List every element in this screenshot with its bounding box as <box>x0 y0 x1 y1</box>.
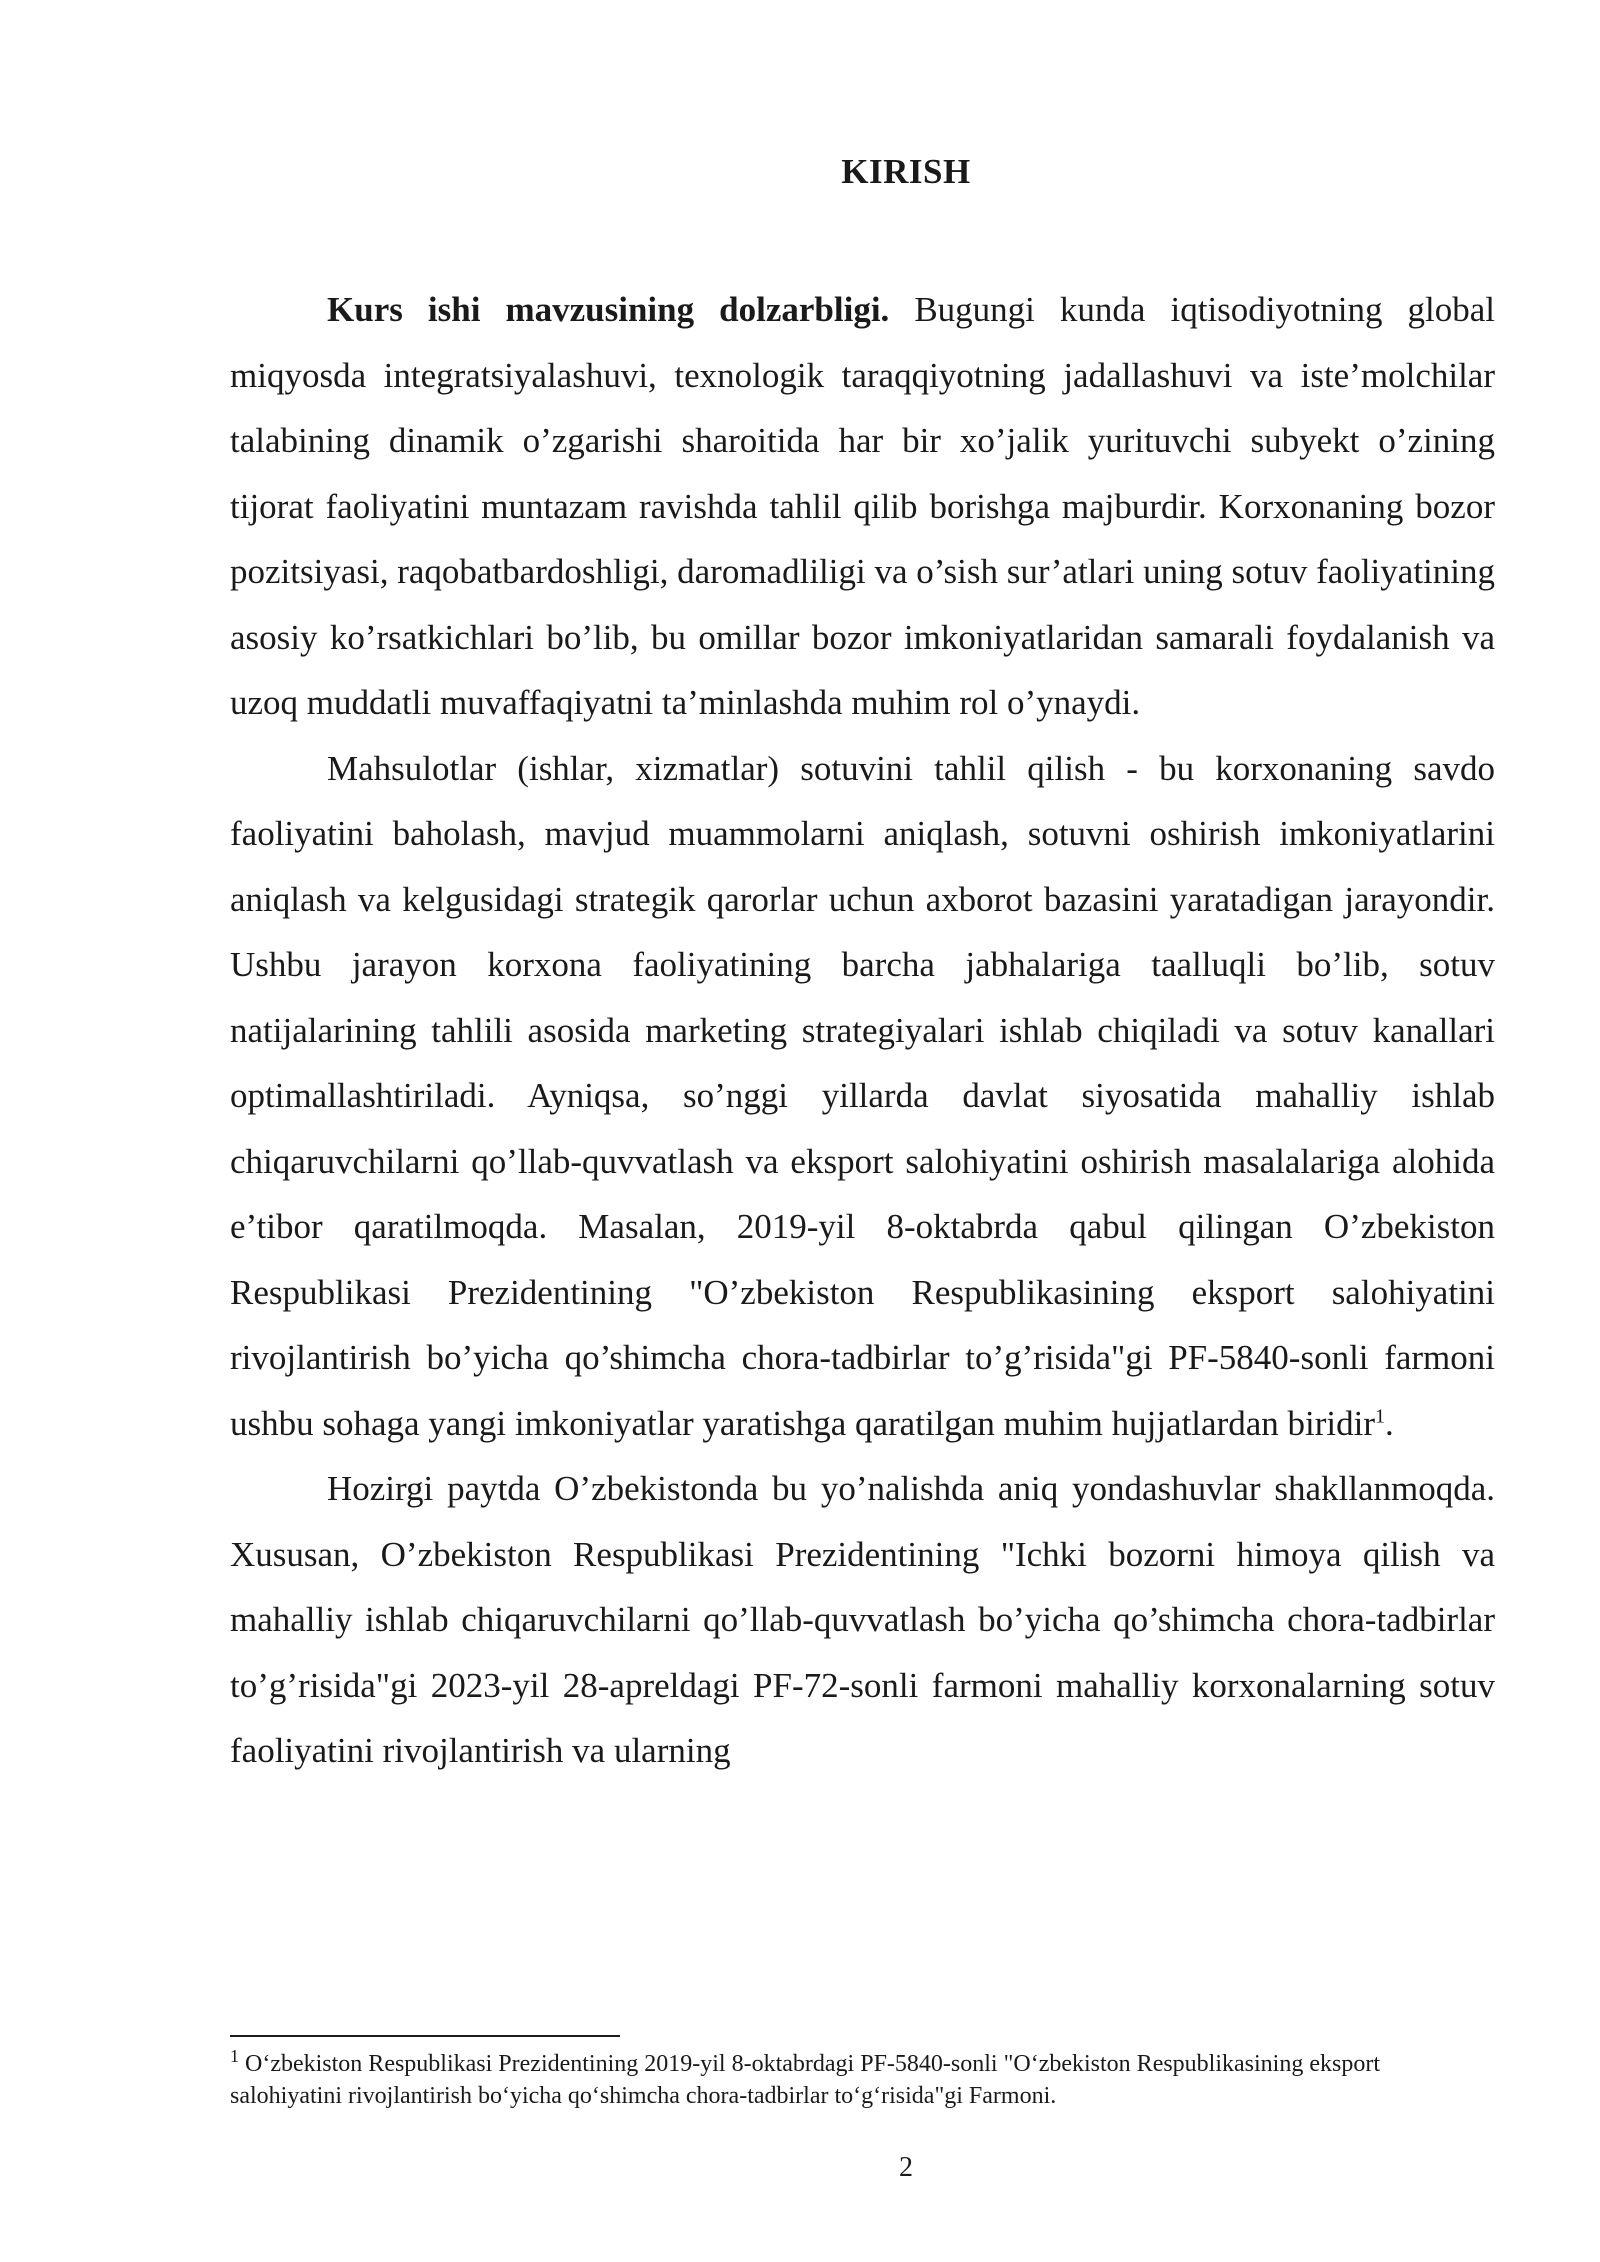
page-number: 2 <box>899 2152 913 2183</box>
paragraph-text: Hozirgi paytda O’zbekistonda bu yo’nalishda aniq yondashuvlar shakllanmoqda. Xususan, O’zbekiston Respublikasi Prezidentining "Ichki bozorni himoya qilish va mahalliy ishlab chiqaruvchilarni qo’llab-quvvatlash bo’yicha qo’shimcha chora-tadbirlar to’g’risida"gi 2023-yil 28-apreldagi PF-72-sonli farmoni mahalliy korxonalarning sotuv faoliyatini rivojlantirish va ularning <box>230 1469 1495 1770</box>
paragraph-relevance <box>230 277 1495 736</box>
paragraph-text: Mahsulotlar (ishlar, xizmatlar) sotuvini tahlil qilish - bu korxonaning savdo faoliyatini baholash, mavjud muammolarni aniqlash, sotuvni oshirish imkoniyatlarini aniqlash va kelgusidagi strategik qarorlar uchun axborot bazasini yaratadigan jarayondir. Ushbu jarayon korxona faoliyatining barcha jabhalariga taalluqli bo’lib, sotuv natijalarining tahlili asosida marketing strategiyalari ishlab chiqiladi va sotuv kanallari optimallashtiriladi. Ayniqsa, so’nggi yillarda davlat siyosatida mahalliy ishlab chiqaruvchilarni qo’llab-quvvatlash va eksport salohiyatini oshirish masalalariga alohida e’tibor qaratilmoqda. Masalan, 2019-yil 8-oktabrda qabul qilingan O’zbekiston Respublikasi Prezidentining "O’zbekiston Respublikasining eksport salohiyatini rivojlantirish bo’yicha qo’shimcha chora-tadbirlar to’g’risida"gi PF-5840-sonli farmoni ushbu sohaga yangi imkoniyatlar yaratishga qaratilgan muhim hujjatlardan biridir <box>230 748 1495 1443</box>
footnote-text: O‘zbekiston Respublikasi Prezidentining 2019-yil 8-oktabrdagi PF-5840-sonli "O‘zbekiston Respublikasining eksport salohiyatini rivojlantirish bo‘yicha qo‘shimcha chora-tadbirlar to‘g‘risida"gi Farmoni. <box>230 2051 1380 2109</box>
paragraph-lead: Kurs ishi mavzusining dolzarbligi. <box>327 290 890 329</box>
footnote-separator <box>230 2035 620 2037</box>
paragraph-text: Bugungi kunda iqtisodiyotning global miqyosda integratsiyalashuvi, texnologik taraqqiyotning jadallashuvi va iste’molchilar talabining dinamik o’zgarishi sharoitida har bir xo’jalik yurituvchi subyekt o’zining tijorat faoliyatini muntazam ravishda tahlil qilib borishga majburdir. Korxonaning bozor pozitsiyasi, raqobatbardoshligi, daromadliligi va o’sish sur’atlari uning sotuv faoliyatining asosiy ko’rsatkichlari bo’lib, bu omillar bozor imkoniyatlaridan samarali foydalanish va uzoq muddatli muvaffaqiyatni ta’minlashda muhim rol o’ynaydi. <box>230 290 1495 722</box>
paragraph-sales-analysis <box>230 736 1495 1457</box>
footnote-marker: 1 <box>230 2046 239 2066</box>
paragraph-text-end: . <box>1385 1403 1394 1443</box>
section-heading: KIRISH <box>841 152 971 191</box>
body-text <box>230 277 1495 1784</box>
footnote-reference[interactable]: 1 <box>1375 1404 1385 1427</box>
paragraph-current-approach <box>230 1456 1495 1784</box>
footnote <box>230 2048 1495 2112</box>
